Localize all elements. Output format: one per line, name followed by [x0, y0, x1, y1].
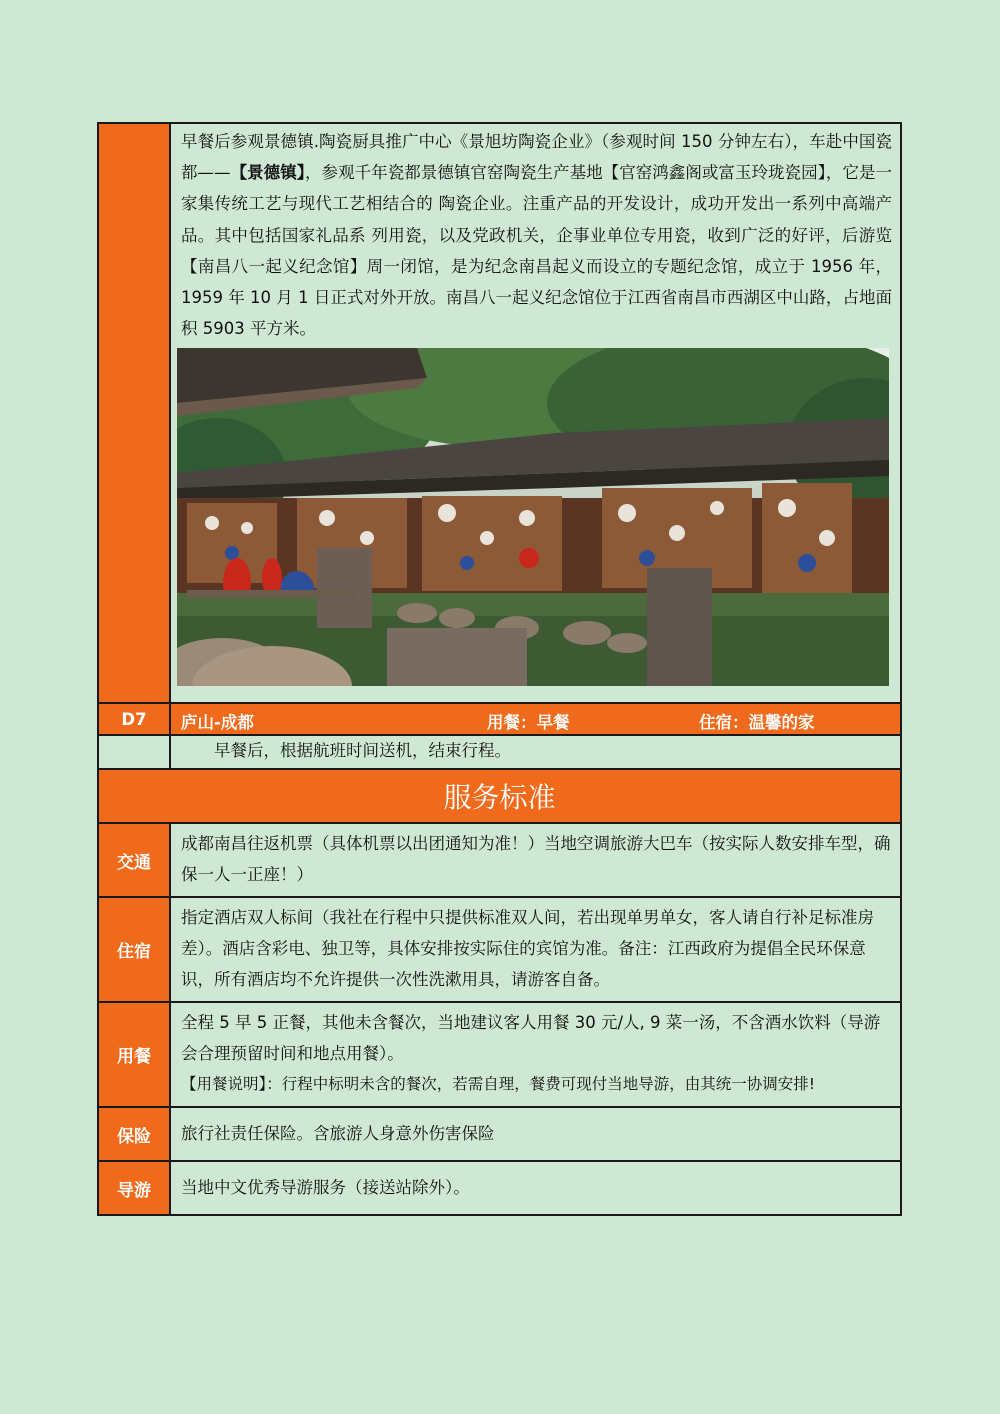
service-row-lodging	[98, 897, 901, 1002]
service-text-insurance: 旅行社责任保险。含旅游人身意外伤害保险	[170, 1107, 901, 1161]
porcelain-street-photo	[177, 348, 889, 686]
service-text-lodging: 指定酒店双人标间（我社在行程中只提供标准双人间，若出现单男单女，客人请自行补足标准房差）。酒店含彩电、独卫等，具体安排按实际住的宾馆为准。备注：江西政府为提倡全民环保意识，所有酒店均不允许提供一次性洗漱用具，请游客自备。	[170, 897, 901, 1002]
day7-meals: 用餐：早餐	[487, 713, 570, 733]
service-title-row	[98, 769, 901, 823]
day7-stay: 住宿：温馨的家	[699, 713, 815, 733]
itinerary-table	[97, 122, 902, 1216]
day7-header-row	[98, 703, 901, 735]
intro-text-part2: ，参观千年瓷都景德镇官窑陶瓷生产基地【官窑鸿鑫阁或富玉玲珑瓷园】，它是一家集传统工艺与现代工艺相结合的 陶瓷企业。注重产品的开发设计，成功开发出一系列中高端产品。其中包括国家礼品系 列用瓷，以及党政机关，企事业单位专用瓷，收到广泛的好评，后游览【南昌八一起义纪念馆】周一闭馆，是为纪念南昌起义而设立的专题纪念馆，成立于 1956 年，1959 年 10 月 1 日正式对外开放。南昌八一起义纪念馆位于江西省南昌市西湖区中山路，占地面积 5903 平方米。	[181, 163, 893, 339]
day7-desc-label-cell	[98, 735, 170, 769]
service-text-guide: 当地中文优秀导游服务（接送站除外）。	[170, 1161, 901, 1215]
service-label-insurance: 保险	[98, 1107, 170, 1161]
service-label-guide: 导游	[98, 1161, 170, 1215]
service-text-transport: 成都南昌往返机票（具体机票以出团通知为准！）当地空调旅游大巴车（按实际人数安排车型，确保一人一正座！）	[170, 823, 901, 897]
service-text-meals	[170, 1002, 901, 1107]
day7-route: 庐山-成都	[181, 713, 254, 733]
day7-description: 早餐后，根据航班时间送机，结束行程。	[170, 735, 901, 769]
service-label-meals: 用餐	[98, 1002, 170, 1107]
service-row-insurance	[98, 1107, 901, 1161]
meals-text: 全程 5 早 5 正餐，其他未含餐次，当地建议客人用餐 30 元/人, 9 菜一汤，不含酒水饮料（导游会合理预留时间和地点用餐）。	[181, 1013, 881, 1064]
service-row-meals	[98, 1002, 901, 1107]
day7-header-cell	[170, 703, 901, 735]
service-label-transport: 交通	[98, 823, 170, 897]
intro-text-part1: 早餐后参观景德镇.陶瓷厨具推广中心《景旭坊陶瓷企业》（参观时间 150 分钟左右），车赴中国瓷都——	[181, 132, 892, 183]
day6-content-cell	[170, 123, 901, 703]
service-row-transport	[98, 823, 901, 897]
service-label-lodging: 住宿	[98, 897, 170, 1002]
day6-description	[171, 124, 900, 344]
intro-text-bold: 【景德镇】	[230, 163, 306, 183]
service-row-guide	[98, 1161, 901, 1215]
day6-label-cell	[98, 123, 170, 703]
service-title: 服务标准	[98, 769, 901, 823]
day7-description-row	[98, 735, 901, 769]
meals-note: 【用餐说明】：行程中标明未含的餐次，若需自理，餐费可现付当地导游，由其统一协调安排!	[181, 1075, 815, 1094]
day6-row	[98, 123, 901, 703]
day7-label: D7	[98, 703, 170, 735]
